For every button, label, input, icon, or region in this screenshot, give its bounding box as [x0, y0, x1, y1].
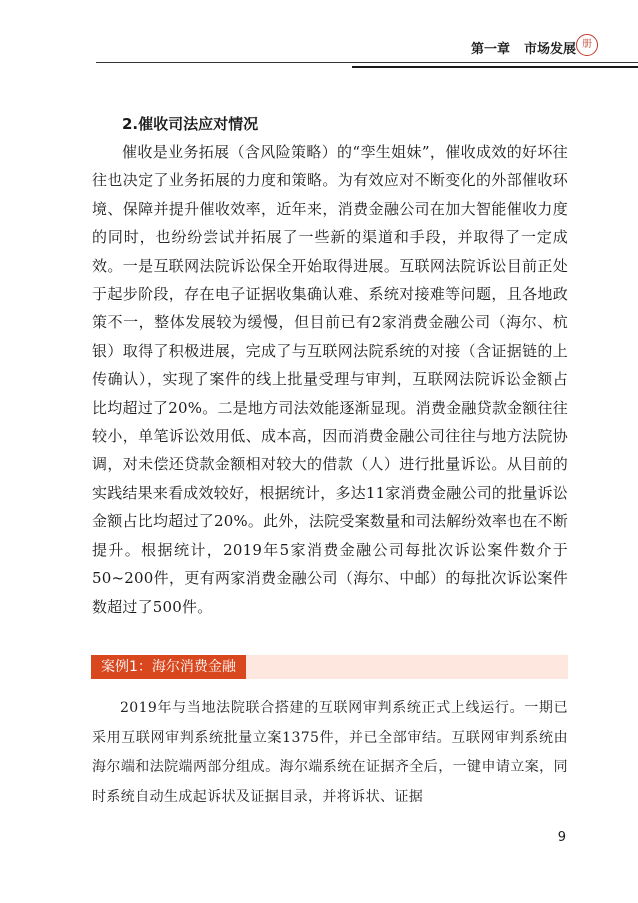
page-number: 9	[557, 830, 566, 845]
header-rule-thick	[352, 66, 638, 68]
running-header	[0, 0, 638, 70]
section-heading: 2.催收司法应对情况	[122, 115, 259, 133]
chapter-label: 第一章	[470, 42, 510, 57]
chapter-title: 市场发展	[523, 42, 576, 57]
case-banner	[91, 655, 568, 679]
case-label: 案例1：海尔消费金融	[91, 655, 246, 679]
case-paragraph: 2019年与当地法院联合搭建的互联网审判系统正式上线运行。一期已采用互联网审判系统批量立案1375件，并已全部审结。互联网审判系统由海尔端和法院端两部分组成。海尔端系统在证据齐全后，一键申请立案，同时系统自动生成起诉状及证据目录，并将诉状、证据	[92, 700, 568, 805]
body-paragraph: 催收是业务拓展（含风险策略）的“孪生姐妹”，催收成效的好坏往往也决定了业务拓展的力度和策略。为有效应对不断变化的外部催收环境、保障并提升催收效率，近年来，消费金融公司在加大智能催收力度的同时，也纷纷尝试并拓展了一些新的渠道和手段，并取得了一定成效。一是互联网法院诉讼保全开始取得进展。互联网法院诉讼目前正处于起步阶段，存在电子证据收集确认难、系统对接难等问题，且各地政策不一，整体发展较为缓慢，但目前已有2家消费金融公司（海尔、杭银）取得了积极进展，完成了与互联网法院系统的对接（含证据链的上传确认），实现了案件的线上批量受理与审判，互联网法院诉讼金额占比均超过了20%。二是地方司法效能逐渐显现。消费金融贷款金额往往较小，单笔诉讼效用低、成本高，因而消费金融公司往往与地方法院协调，对未偿还贷款金额相对较大的借款（人）进行批量诉讼。从目前的实践结果来看成效较好，根据统计，多达11家消费金融公司的批量诉讼金额占比均超过了20%。此外，法院受案数量和司法解纷效率也在不断提升。根据统计，2019年5家消费金融公司每批次诉讼案件数介于50~200件，更有两家消费金融公司（海尔、中邮）的每批次诉讼案件数超过了500件。	[92, 143, 568, 616]
seal-icon: 册	[576, 34, 598, 56]
header-rule-thin	[96, 62, 638, 63]
header-title	[471, 38, 576, 57]
